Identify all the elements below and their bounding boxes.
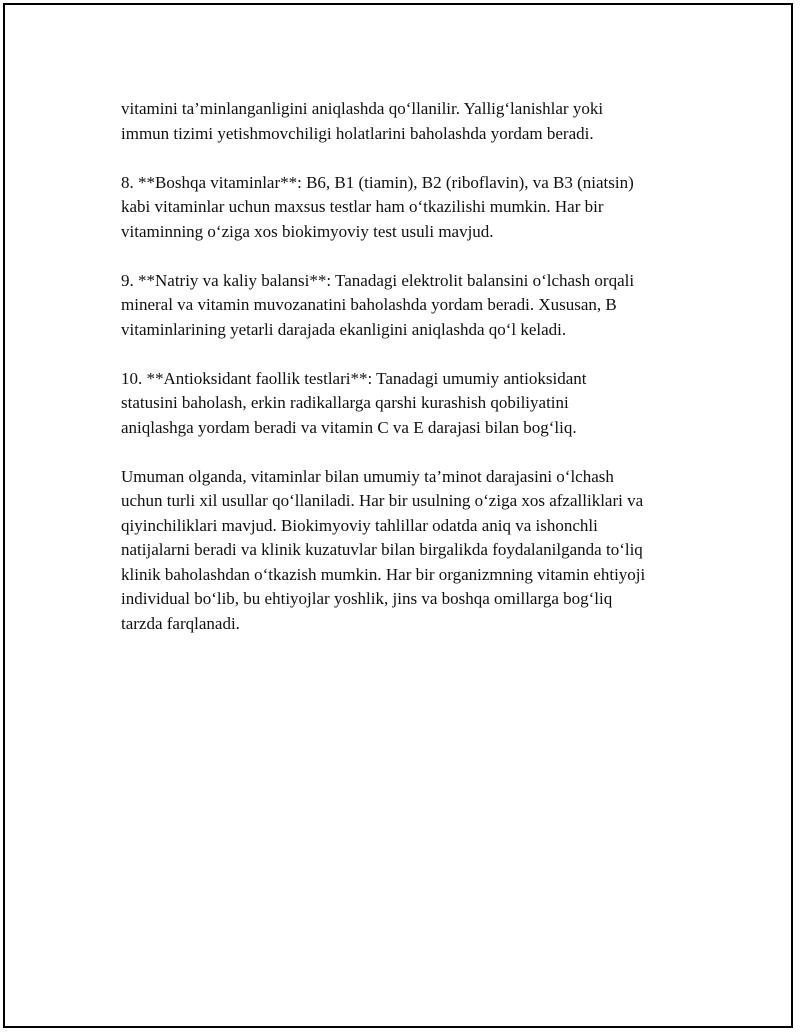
paragraph-sodium-potassium (121, 269, 701, 343)
text-line: vitaminning o‘ziga xos biokimyoviy test usuli mavjud. (121, 221, 494, 241)
text-line: klinik baholashdan o‘tkazish mumkin. Har bir organizmning vitamin ehtiyoji (121, 564, 646, 584)
text-line: qiyinchiliklari mavjud. Biokimyoviy tahlillar odatda aniq va ishonchli (121, 515, 598, 535)
text-line: natijalarni beradi va klinik kuzatuvlar bilan birgalikda foydalanilganda to‘liq (121, 540, 643, 559)
text-line: individual bo‘lib, bu ehtiyojlar yoshlik, jins va boshqa omillarga bog‘liq (121, 589, 613, 608)
text-line: 9. **Natriy va kaliy balansi**: Tanadagi elektrolit balansini o‘lchash orqali (121, 270, 635, 290)
paragraph-vitamin-continuation (121, 97, 701, 146)
text-line: uchun turli xil usullar qo‘llaniladi. Har bir usulning o‘ziga xos afzalliklari va (121, 491, 644, 510)
text-line: mineral va vitamin muvozanatini baholashda yordam beradi. Xususan, B (121, 295, 617, 314)
text-line: tarzda farqlanadi. (121, 613, 240, 633)
text-line: Umuman olganda, vitaminlar bilan umumiy ta’minot darajasini o‘lchash (121, 466, 614, 486)
paragraph-conclusion (121, 465, 701, 637)
text-line: aniqlashga yordam beradi va vitamin C va E darajasi bilan bog‘liq. (121, 417, 577, 437)
document-body (121, 97, 701, 661)
text-line: immun tizimi yetishmovchiligi holatlarini baholashda yordam beradi. (121, 123, 594, 143)
text-line: vitamini ta’minlanganligini aniqlashda qo‘llanilir. Yallig‘lanishlar yoki (121, 99, 604, 118)
text-line: 10. **Antioksidant faollik testlari**: Tanadagi umumiy antioksidant (121, 368, 587, 388)
text-line: statusini baholash, erkin radikallarga qarshi kurashish qobiliyatini (121, 393, 569, 412)
text-line: kabi vitaminlar uchun maxsus testlar ham o‘tkazilishi mumkin. Har bir (121, 197, 604, 216)
text-line: 8. **Boshqa vitaminlar**: B6, B1 (tiamin), B2 (riboflavin), va B3 (niatsin) (121, 172, 634, 192)
text-line: vitaminlarining yetarli darajada ekanligini aniqlashda qo‘l keladi. (121, 319, 567, 339)
paragraph-other-vitamins (121, 171, 701, 245)
page-frame (3, 3, 793, 1028)
paragraph-antioxidant-tests (121, 367, 701, 441)
